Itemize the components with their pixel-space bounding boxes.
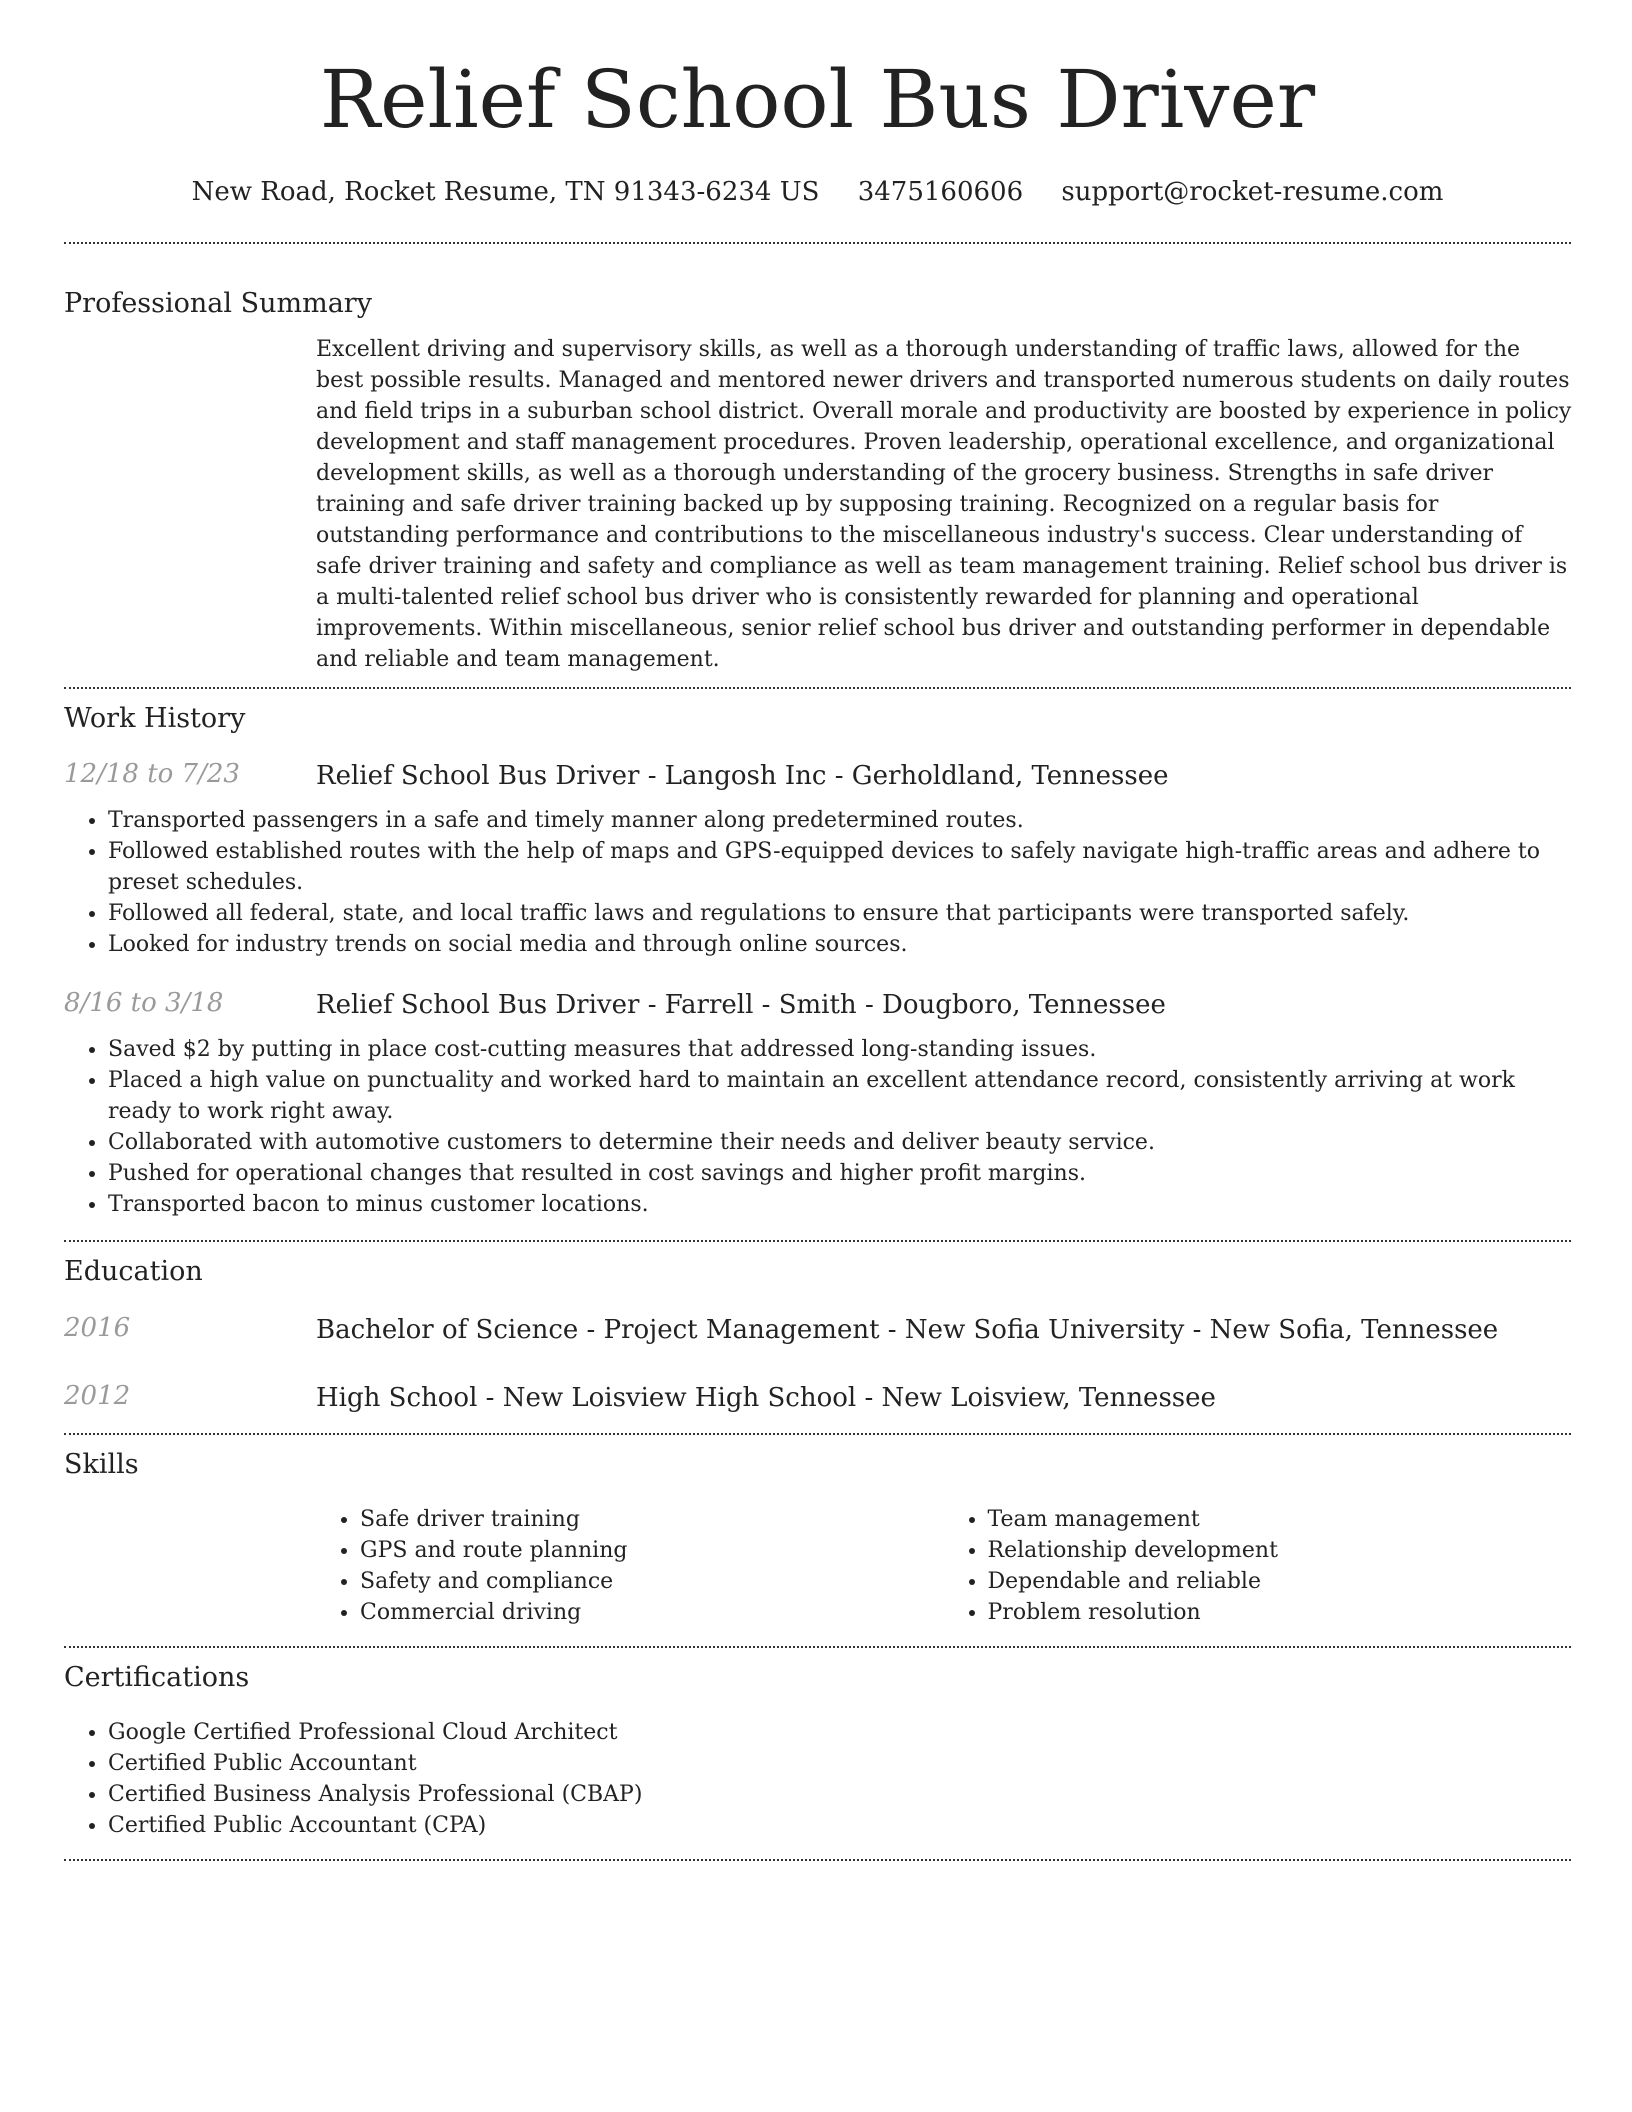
job-bullet: • Transported passengers in a safe and timely manner along predetermined routes. — [108, 805, 1571, 836]
resume-name: Relief School Bus Driver — [319, 53, 1316, 146]
job-bullet: • Looked for industry trends on social media and through online sources. — [108, 929, 1571, 960]
education-year: 2016 — [64, 1313, 131, 1343]
education-entry — [64, 1313, 1571, 1347]
job-entry — [64, 988, 1571, 1220]
divider — [64, 1433, 1571, 1435]
certification-item: • Certified Public Accountant (CPA) — [108, 1810, 1571, 1841]
resume-page — [64, 0, 1571, 1861]
job-bullet: • Placed a high value on punctuality and worked hard to maintain an excellent attendance record, consistently arriving at work ready to work right away. — [108, 1065, 1571, 1127]
divider — [64, 1859, 1571, 1861]
job-dates: 12/18 to 7/23 — [64, 759, 240, 789]
divider — [64, 687, 1571, 689]
job-bullet: • Followed all federal, state, and local traffic laws and regulations to ensure that participants were transported safely. — [108, 898, 1571, 929]
contact-line — [64, 176, 1571, 208]
summary-text: Excellent driving and supervisory skills, as well as a thorough understanding of traffic laws, allowed for the best possible results. Managed and mentored newer drivers and transported numerous students on daily routes and field trips in a suburban school district. Overall morale and productivity are boosted by experience in policy development and staff management procedures. Proven leadership, operational excellence, and organizational development skills, as well as a thorough understanding of the grocery business. Strengths in safe driver training and safe driver training backed up by supposing training. Recognized on a regular basis for outstanding performance and contributions to the miscellaneous industry's success. Clear understanding of safe driver training and safety and compliance as well as team management training. Relief school bus driver is a multi-talented relief school bus driver who is consistently rewarded for planning and operational improvements. Within miscellaneous, senior relief school bus driver and outstanding performer in dependable and reliable and team management. — [316, 337, 1572, 672]
skill-item: • Commercial driving — [360, 1597, 944, 1628]
education-year: 2012 — [64, 1381, 131, 1411]
education-entry — [64, 1381, 1571, 1415]
skill-item: • Problem resolution — [988, 1597, 1572, 1628]
skills-section-title: Skills — [64, 1449, 139, 1480]
skills-list-right — [944, 1504, 1572, 1628]
education-heading: Bachelor of Science - Project Management - New Sofia University - New Sofia, Tennessee — [316, 1315, 1499, 1345]
job-bullet: • Followed established routes with the help of maps and GPS-equipped devices to safely navigate high-traffic areas and adhere to preset schedules. — [108, 836, 1571, 898]
skill-item: • Dependable and reliable — [988, 1566, 1572, 1597]
summary-section-title: Professional Summary — [64, 288, 372, 319]
divider — [64, 1240, 1571, 1242]
skill-item: • Relationship development — [988, 1535, 1572, 1566]
job-bullet: • Pushed for operational changes that resulted in cost savings and higher profit margins. — [108, 1158, 1571, 1189]
job-heading: Relief School Bus Driver - Langosh Inc - Gerholdland, Tennessee — [316, 761, 1169, 791]
contact-email: support@rocket-resume.com — [1061, 177, 1444, 207]
divider — [64, 242, 1571, 244]
divider — [64, 1646, 1571, 1648]
skills-columns — [316, 1504, 1571, 1628]
work-section-title: Work History — [64, 703, 246, 734]
skills-list-left — [316, 1504, 944, 1628]
certification-item: • Google Certified Professional Cloud Architect — [108, 1717, 1571, 1748]
skill-item: • Team management — [988, 1504, 1572, 1535]
certifications-section-title: Certifications — [64, 1662, 250, 1693]
education-section-title: Education — [64, 1256, 203, 1287]
job-heading: Relief School Bus Driver - Farrell - Smith - Dougboro, Tennessee — [316, 990, 1166, 1020]
job-bullets — [64, 805, 1571, 960]
job-dates: 8/16 to 3/18 — [64, 988, 224, 1018]
skill-item: • Safe driver training — [360, 1504, 944, 1535]
job-bullet: • Saved $2 by putting in place cost-cutting measures that addressed long-standing issues. — [108, 1034, 1571, 1065]
job-bullets — [64, 1034, 1571, 1220]
job-bullet: • Collaborated with automotive customers to determine their needs and deliver beauty service. — [108, 1127, 1571, 1158]
contact-phone: 3475160606 — [857, 177, 1024, 207]
skill-item: • Safety and compliance — [360, 1566, 944, 1597]
skill-item: • GPS and route planning — [360, 1535, 944, 1566]
job-bullet: • Transported bacon to minus customer locations. — [108, 1189, 1571, 1220]
job-entry — [64, 759, 1571, 960]
contact-address: New Road, Rocket Resume, TN 91343-6234 US — [191, 177, 820, 207]
certification-item: • Certified Public Accountant — [108, 1748, 1571, 1779]
certification-item: • Certified Business Analysis Professional (CBAP) — [108, 1779, 1571, 1810]
certifications-list — [64, 1717, 1571, 1841]
education-heading: High School - New Loisview High School - New Loisview, Tennessee — [316, 1383, 1216, 1413]
